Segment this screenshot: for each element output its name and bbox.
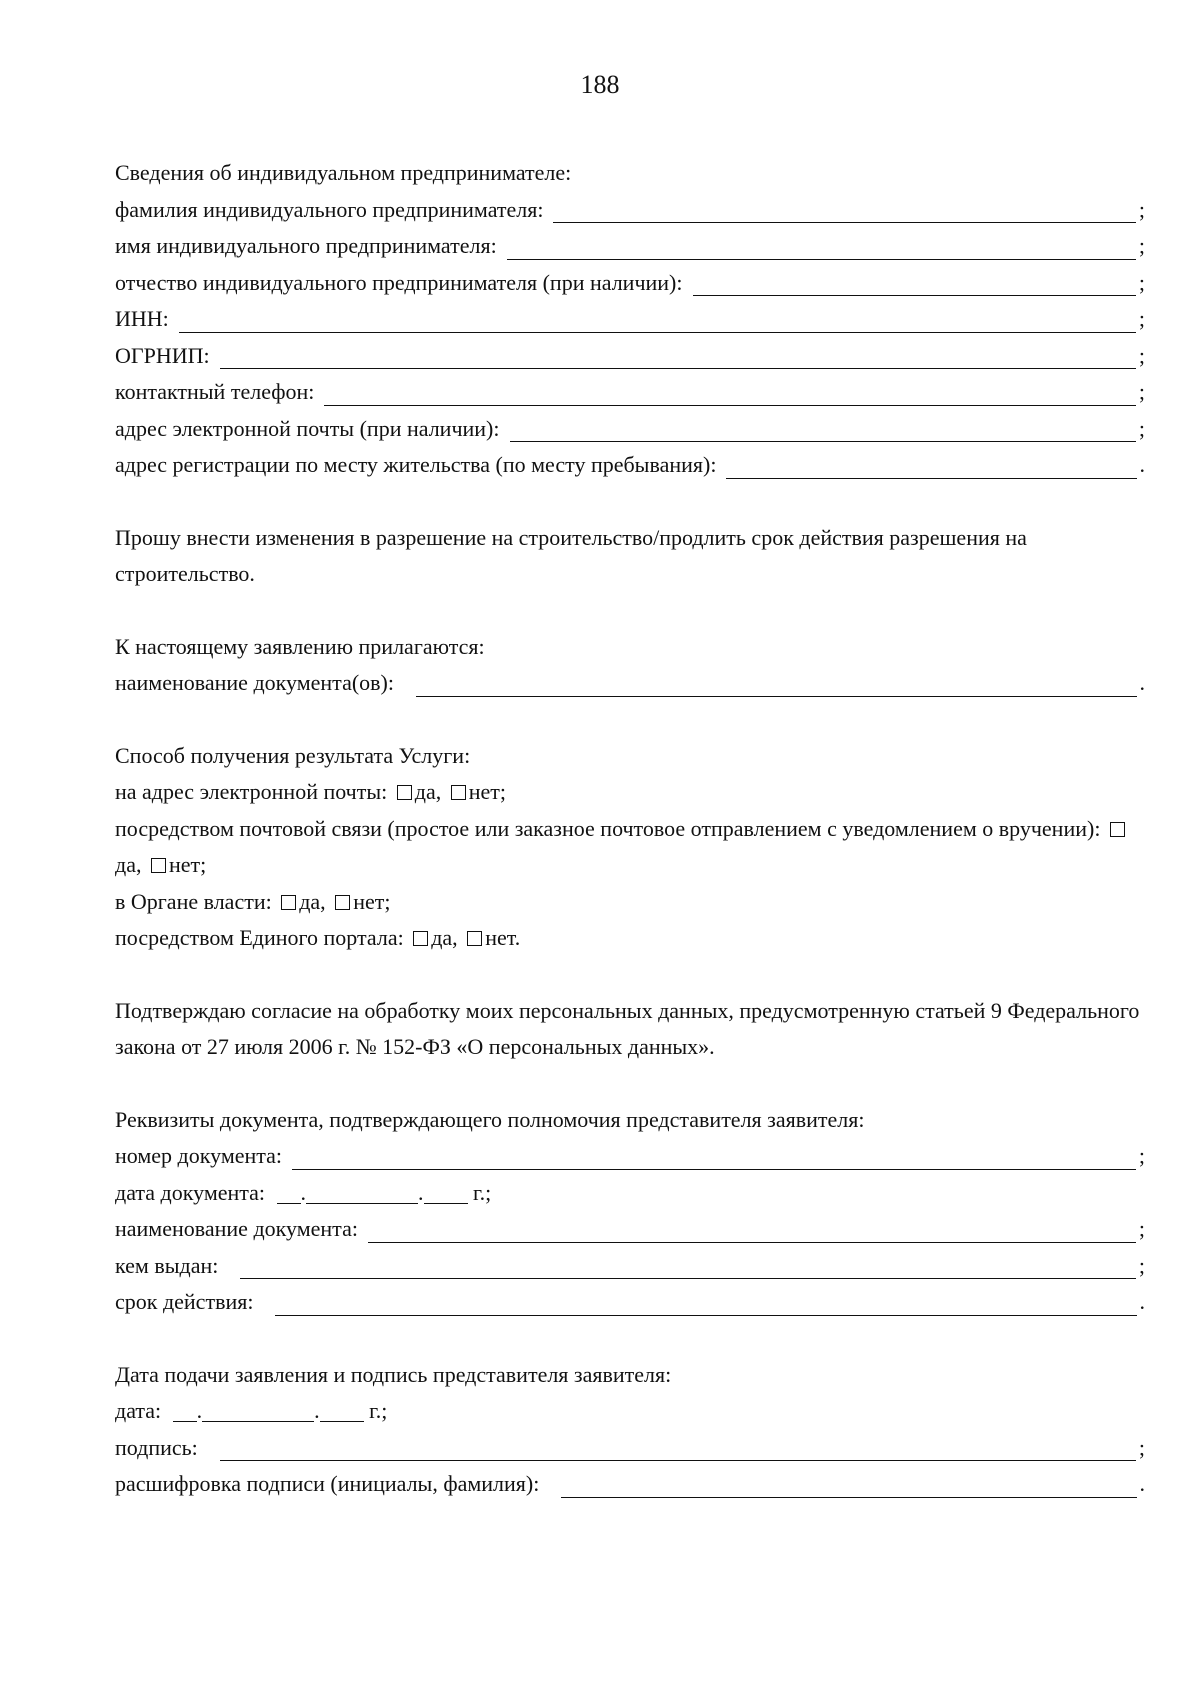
checkbox-yes[interactable] <box>1110 822 1125 837</box>
signature-sign-label: подпись: <box>115 1434 198 1460</box>
signature-heading: Дата подачи заявления и подпись представителя заявителя: <box>115 1361 672 1387</box>
yes-label: да, <box>299 888 326 914</box>
rep-doc-name-field[interactable] <box>368 1216 1136 1243</box>
no-label: нет <box>168 852 201 877</box>
ip-name-field[interactable] <box>507 233 1136 260</box>
request-text: Прошу внести изменения в разрешение на строительство/продлить срок действия разрешения на строительство. <box>115 524 1027 586</box>
rep-doc-number-label: номер документа: <box>115 1143 283 1168</box>
ip-surname-label: фамилия индивидуального предпринимателя: <box>115 196 544 222</box>
day-field[interactable] <box>277 1179 301 1204</box>
rep-doc-issuer-row <box>115 1248 1145 1285</box>
ip-name-row <box>115 228 1145 265</box>
rep-doc-validity-row <box>115 1284 1145 1321</box>
inn-row <box>115 301 1145 338</box>
delivery-option-authority <box>115 884 1145 921</box>
rep-doc-validity-label: срок действия: <box>115 1289 254 1314</box>
delivery-portal-label: посредством Единого портала: <box>115 925 404 950</box>
row-end: ; <box>1138 1252 1145 1278</box>
no-label: нет <box>485 925 515 950</box>
checkbox-no[interactable] <box>451 785 466 800</box>
checkbox-no[interactable] <box>467 931 482 946</box>
ip-patronymic-label: отчество индивидуального предпринимателя (при наличии): <box>115 269 683 295</box>
inn-label: ИНН: <box>115 306 169 331</box>
row-end: ; <box>1138 306 1145 331</box>
address-field[interactable] <box>726 452 1136 479</box>
date-dot: . <box>300 1179 307 1205</box>
date-dot: . <box>314 1398 320 1423</box>
ip-patronymic-field[interactable] <box>693 269 1136 296</box>
delivery-authority-label: в Органе власти: <box>115 888 272 914</box>
row-end: . <box>1139 452 1145 477</box>
row-end: ; <box>1138 1216 1145 1241</box>
signature-sign-row <box>115 1430 1145 1467</box>
delivery-option-post <box>115 811 1145 884</box>
row-end: ; <box>499 779 506 804</box>
yes-label: да, <box>115 852 142 877</box>
rep-doc-heading: Реквизиты документа, подтверждающего полномочия представителя заявителя: <box>115 1106 865 1132</box>
row-end: ; <box>1138 342 1145 368</box>
delivery-heading-row <box>115 738 1145 775</box>
rep-doc-issuer-label: кем выдан: <box>115 1252 219 1278</box>
year-field[interactable] <box>424 1179 468 1204</box>
row-end: . <box>1139 670 1145 695</box>
address-label: адрес регистрации по месту жительства (по месту пребывания): <box>115 452 717 477</box>
signature-decode-label: расшифровка подписи (инициалы, фамилия): <box>115 1471 540 1496</box>
row-end: ; <box>384 888 391 914</box>
email-row <box>115 411 1145 448</box>
checkbox-yes[interactable] <box>281 895 296 910</box>
attachments-row <box>115 665 1145 702</box>
checkbox-no[interactable] <box>151 858 166 873</box>
rep-doc-number-row <box>115 1138 1145 1175</box>
attachments-label: наименование документа(ов): <box>115 670 394 695</box>
ip-section-heading: Сведения об индивидуальном предпринимателе: <box>115 160 572 185</box>
rep-doc-name-row <box>115 1211 1145 1248</box>
no-label: нет <box>468 779 500 804</box>
month-field[interactable] <box>306 1179 418 1204</box>
row-end: ; <box>1138 379 1145 404</box>
email-label: адрес электронной почты (при наличии): <box>115 415 500 441</box>
ip-name-label: имя индивидуального предпринимателя: <box>115 233 497 258</box>
inn-field[interactable] <box>179 306 1136 333</box>
rep-doc-validity-field[interactable] <box>275 1289 1136 1316</box>
phone-label: контактный телефон: <box>115 379 315 404</box>
row-end: ; <box>1138 415 1145 441</box>
rep-doc-name-label: наименование документа: <box>115 1216 358 1241</box>
signature-date-label: дата: <box>115 1398 162 1423</box>
attachments-heading-row <box>115 629 1145 666</box>
signature-heading-row <box>115 1357 1145 1394</box>
signature-decode-field[interactable] <box>561 1471 1136 1498</box>
ogrnip-row <box>115 338 1145 375</box>
checkbox-yes[interactable] <box>413 931 428 946</box>
row-end: . <box>1139 1471 1145 1496</box>
row-end: . <box>514 925 521 950</box>
year-suffix: г.; <box>369 1398 388 1423</box>
delivery-post-label: посредством почтовой связи (простое или заказное почтовое отправлением с уведомлением о вручении): <box>115 815 1101 841</box>
checkbox-yes[interactable] <box>397 785 412 800</box>
month-field[interactable] <box>202 1397 314 1422</box>
ip-patronymic-row <box>115 265 1145 302</box>
delivery-email-label: на адрес электронной почты: <box>115 779 388 804</box>
signature-field[interactable] <box>220 1434 1136 1461</box>
signature-date-row <box>115 1393 1145 1430</box>
rep-doc-number-field[interactable] <box>292 1143 1136 1170</box>
phone-row <box>115 374 1145 411</box>
rep-doc-heading-row <box>115 1102 1145 1139</box>
consent-text: Подтверждаю согласие на обработку моих персональных данных, предусмотренную статьей 9 Федерального закона от 27 июля 2006 г. № 152-ФЗ «О персональных данных». <box>115 997 1140 1059</box>
year-suffix: г.; <box>473 1179 492 1205</box>
delivery-heading: Способ получения результата Услуги: <box>115 742 471 768</box>
email-field[interactable] <box>510 415 1136 442</box>
ogrnip-field[interactable] <box>220 342 1136 369</box>
date-dot: . <box>418 1179 424 1205</box>
page-number: 188 <box>580 70 620 99</box>
row-end: ; <box>200 852 207 877</box>
ogrnip-label: ОГРНИП: <box>115 342 210 368</box>
ip-heading <box>115 155 1145 192</box>
delivery-option-portal <box>115 920 1145 957</box>
attachments-field[interactable] <box>416 670 1137 697</box>
yes-label: да, <box>431 925 458 950</box>
delivery-option-email <box>115 774 1145 811</box>
rep-doc-date-label: дата документа: <box>115 1179 266 1205</box>
row-end: ; <box>1138 1434 1145 1460</box>
yes-label: да, <box>414 779 442 804</box>
row-end: ; <box>1138 233 1145 258</box>
day-field[interactable] <box>173 1397 197 1422</box>
rep-doc-date-row <box>115 1175 1145 1212</box>
phone-field[interactable] <box>324 379 1136 406</box>
no-label: нет <box>353 888 385 914</box>
attachments-heading: К настоящему заявлению прилагаются: <box>115 633 485 659</box>
date-dot: . <box>196 1398 203 1423</box>
year-field[interactable] <box>320 1397 364 1422</box>
form-body <box>115 155 1145 1503</box>
row-end: ; <box>1138 1143 1145 1168</box>
rep-doc-issuer-field[interactable] <box>240 1252 1136 1279</box>
row-end: ; <box>1138 269 1145 295</box>
signature-decode-row <box>115 1466 1145 1503</box>
address-row <box>115 447 1145 484</box>
ip-surname-row <box>115 192 1145 229</box>
checkbox-no[interactable] <box>335 895 350 910</box>
ip-surname-field[interactable] <box>553 196 1135 223</box>
row-end: . <box>1139 1289 1145 1314</box>
row-end: ; <box>1138 196 1145 222</box>
